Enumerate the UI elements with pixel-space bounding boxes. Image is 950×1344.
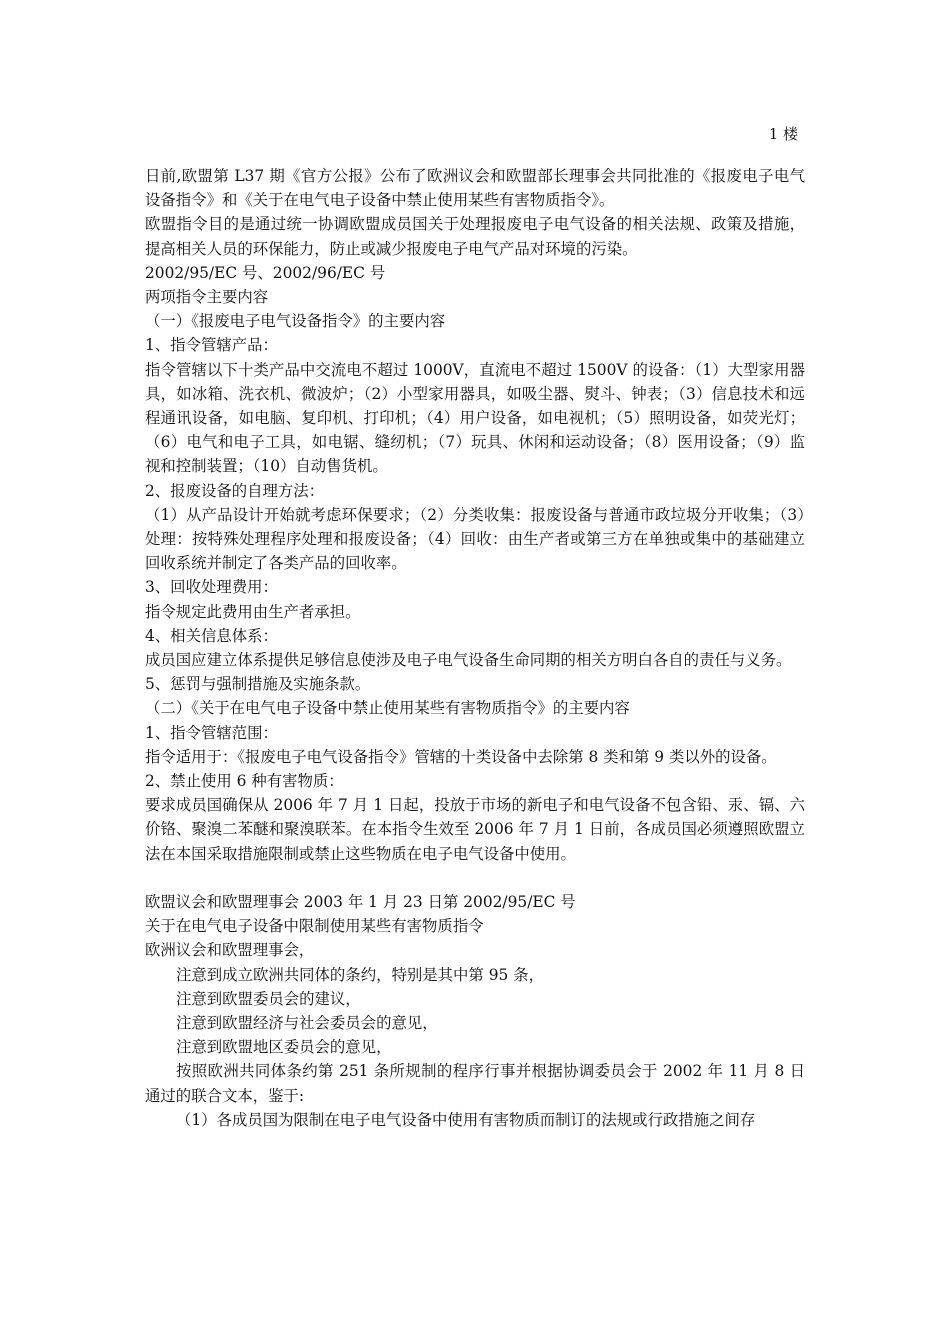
part1-item4-body: 成员国应建立体系提供足够信息使涉及电子电气设备生命同期的相关方明白各自的责任与义务。 [145,651,792,670]
main-heading: 两项指令主要内容 [145,288,269,307]
page-number: 1 楼 [768,125,798,143]
part2-item2-title: 2、禁止使用 6 种有害物质： [145,772,344,791]
part1-item1-title: 1、指令管辖产品： [145,336,278,355]
part2-heading: （二）《关于在电气电子设备中禁止使用某些有害物质指令》的主要内容 [145,699,630,718]
directive-title-line2: 关于在电气电子设备中限制使用某些有害物质指令 [145,917,484,936]
recital-5: 按照欧洲共同体条约第 251 条所规制的程序行事并根据协调委员会于 2002 年 11 月 8 日通过的联合文本，鉴于: [145,1062,805,1105]
part1-item4-title: 4、相关信息体系： [145,626,278,645]
directive-numbers: 2002/95/EC 号、2002/96/EC 号 [145,263,386,282]
part1-item3-body: 指令规定此费用由生产者承担。 [145,602,361,621]
purpose-paragraph: 欧盟指令目的是通过统一协调欧盟成员国关于处理报废电子电气设备的相关法规、政策及措施，提高相关人员的环保能力，防止或减少报废电子电气产品对环境的污染。 [145,215,805,258]
part2-item1-title: 1、指令管辖范围： [145,723,278,742]
intro-paragraph: 日前,欧盟第 L37 期《官方公报》公布了欧洲议会和欧盟部长理事会共同批准的《报废电子电气设备指令》和《关于在电气电子设备中禁止使用某些有害物质指令》。 [145,167,805,210]
part1-heading: （一）《报废电子电气设备指令》的主要内容 [145,312,446,331]
part1-item3-title: 3、回收处理费用： [145,578,278,597]
recital-4: 注意到欧盟地区委员会的意见， [176,1038,392,1057]
directive-title-line1: 欧盟议会和欧盟理事会 2003 年 1 月 23 日第 2002/95/EC 号 [145,892,576,911]
recital-6: （1）各成员国为限制在电子电气设备中使用有害物质而制订的法规或行政措施之间存 [176,1110,756,1129]
document-body [145,164,805,1132]
part1-item1-body: 指令管辖以下十类产品中交流电不超过 1000V，直流电不超过 1500V 的设备：（1）大型家用器具，如冰箱、洗衣机、微波炉；（2）小型家用器具，如吸尘器、熨斗、钟表；（3）信息技术和远程通讯设备，如电脑、复印机、打印机；（4）用户设备，如电视机；（5）照明设备，如荧光灯；（6）电气和电子工具，如电锯、缝纫机；（7）玩具、休闲和运动设备；（8）医用设备；（9）监视和控制装置；（10）自动售货机。 [145,360,805,476]
recital-1: 注意到成立欧洲共同体的条约，特别是其中第 95 条， [176,965,544,984]
recital-2: 注意到欧盟委员会的建议， [176,989,361,1008]
recital-3: 注意到欧盟经济与社会委员会的意见， [176,1013,438,1032]
part1-item2-body: （1）从产品设计开始就考虑环保要求；（2）分类收集：报废设备与普通市政垃圾分开收集；（3）处理：按特殊处理程序处理和报废设备；（4）回收：由生产者或第三方在单独或集中的基础建立回收系统并制定了各类产品的回收率。 [145,505,805,573]
part1-item5-title: 5、惩罚与强制措施及实施条款。 [145,675,371,694]
part2-item2-body: 要求成员国确保从 2006 年 7 月 1 日起，投放于市场的新电子和电气设备不包含铅、汞、镉、六价铬、聚溴二苯醚和聚溴联苯。在本指令生效至 2006 年 7 月 1 日前，各成员国必须遵照欧盟立法在本国采取措施限制或禁止这些物质在电子电气设备中使用。 [145,796,805,863]
part1-item2-title: 2、报废设备的自理方法： [145,481,325,500]
part2-item1-body: 指令适用于：《报废电子电气设备指令》管辖的十类设备中去除第 8 类和第 9 类以外的设备。 [145,747,777,766]
addressee: 欧洲议会和欧盟理事会， [145,941,315,960]
